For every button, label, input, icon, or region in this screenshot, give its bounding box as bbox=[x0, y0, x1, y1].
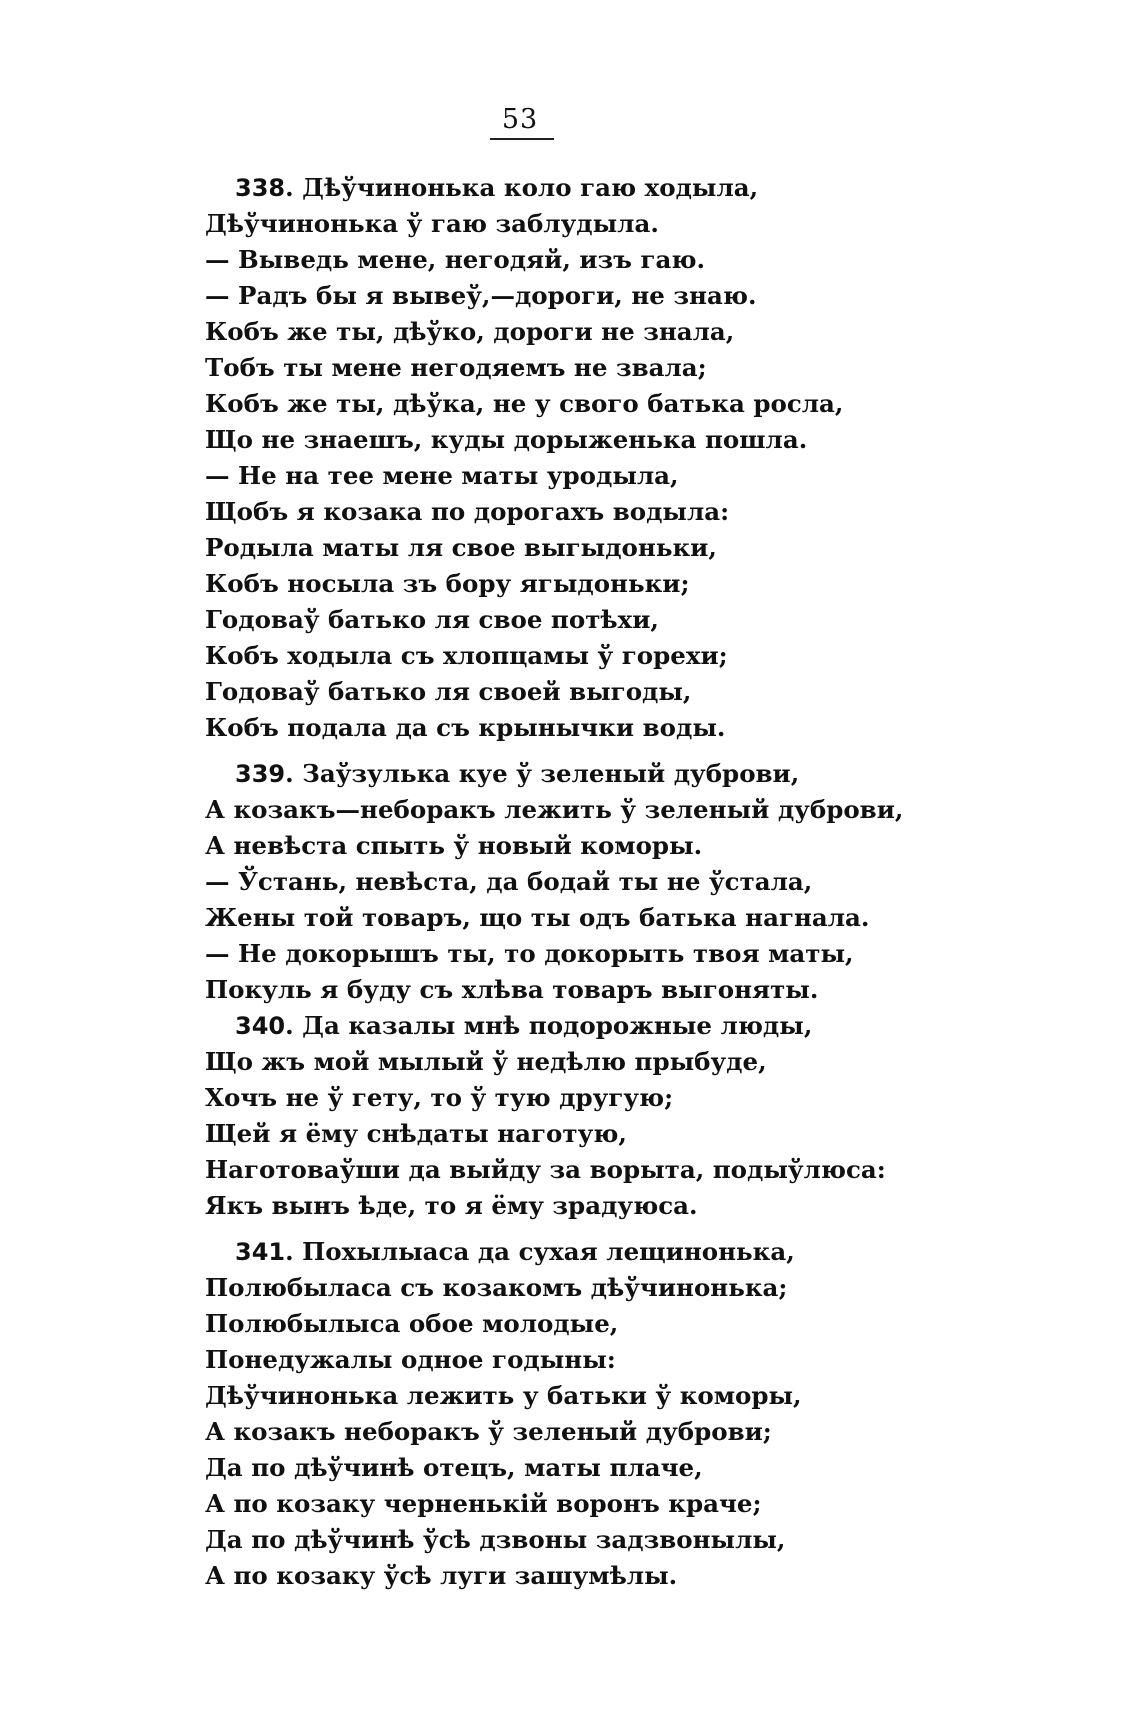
poem-line bbox=[205, 1342, 1105, 1378]
poem-line-text: Наготоваўши да выйду за ворыта, подыўлюса: bbox=[205, 1155, 886, 1184]
poem-line bbox=[205, 422, 1105, 458]
poem-338 bbox=[205, 170, 1105, 746]
poem-line bbox=[205, 828, 1105, 864]
poem-line bbox=[205, 1522, 1105, 1558]
poem-line bbox=[205, 674, 1105, 710]
poem-line-text: Щобъ я козака по дорогахъ водыла: bbox=[205, 497, 730, 526]
poem-line bbox=[205, 864, 1105, 900]
poem-line bbox=[205, 566, 1105, 602]
poem-line bbox=[205, 792, 1105, 828]
poem-line-text: Щей я ёму снѣдаты наготую, bbox=[205, 1119, 627, 1148]
poem-line-text: Похылыаса да сухая лещинонька, bbox=[302, 1237, 795, 1266]
poem-line bbox=[205, 1414, 1105, 1450]
poem-number: 338 bbox=[235, 174, 286, 202]
poem-line bbox=[205, 386, 1105, 422]
poem-340 bbox=[205, 1008, 1105, 1224]
poem-line-text: — Радъ бы я вывеў,—дороги, не знаю. bbox=[205, 281, 757, 310]
poem-line-text: Що жъ мой мылый ў недѣлю прыбуде, bbox=[205, 1047, 767, 1076]
poem-line bbox=[205, 1306, 1105, 1342]
poem-line-text: Да по дѣўчинѣ отецъ, маты плаче, bbox=[205, 1453, 703, 1482]
poem-line-text: — Выведь мене, негодяй, изъ гаю. bbox=[205, 245, 706, 274]
poem-line bbox=[205, 1270, 1105, 1306]
poem-line-text: Понедужалы одное годыны: bbox=[205, 1345, 616, 1374]
poem-number-separator: . bbox=[285, 1237, 303, 1266]
poem-line-text: А козакъ неборакъ ў зеленый дуброви; bbox=[205, 1417, 772, 1446]
poem-line bbox=[205, 1188, 1105, 1224]
poem-line bbox=[205, 710, 1105, 746]
poem-line-text: А невѣста спыть ў новый коморы. bbox=[205, 831, 703, 860]
poem-line bbox=[205, 1044, 1105, 1080]
poem-line-text: Що не знаешъ, куды дорыженька пошла. bbox=[205, 425, 808, 454]
poem-line bbox=[205, 206, 1105, 242]
poem-line-text: Жены той товаръ, що ты одъ батька нагнала. bbox=[205, 903, 870, 932]
poem-line bbox=[205, 530, 1105, 566]
poem-line-text: Родыла маты ля свое выгыдоньки, bbox=[205, 533, 717, 562]
poem-line bbox=[205, 1450, 1105, 1486]
poem-number-separator: . bbox=[285, 759, 303, 788]
poem-line-text: Да по дѣўчинѣ ўсѣ дзвоны задзвонылы, bbox=[205, 1525, 786, 1554]
page-number: 53 bbox=[501, 104, 539, 135]
poem-line-text: Кобъ носыла зъ бору ягыдоньки; bbox=[205, 569, 690, 598]
poem-339 bbox=[205, 756, 1105, 1008]
poem-line-text: Годоваў батько ля свое потѣхи, bbox=[205, 605, 659, 634]
poem-line-text: Заўзулька куе ў зеленый дуброви, bbox=[302, 759, 800, 788]
poem-line-text: Дѣўчинонька лежить у батьки ў коморы, bbox=[205, 1381, 802, 1410]
poem-line-text: Якъ вынъ ѣде, то я ёму зрадуюса. bbox=[205, 1191, 698, 1220]
poem-line-text: — Ўстань, невѣста, да бодай ты не ўстала, bbox=[205, 867, 813, 896]
poem-line-text: Хочъ не ў гету, то ў тую другую; bbox=[205, 1083, 674, 1112]
poem-line bbox=[205, 1486, 1105, 1522]
poem-line-text: Полюбылаcа съ козакомъ дѣўчинонька; bbox=[205, 1273, 788, 1302]
poem-line-text: Покуль я буду съ хлѣва товаръ выгоняты. bbox=[205, 975, 819, 1004]
poem-number-separator: . bbox=[285, 173, 303, 202]
poem-line bbox=[205, 1152, 1105, 1188]
poem-line bbox=[205, 638, 1105, 674]
poem-line bbox=[205, 972, 1105, 1008]
poem-line-text: Дѣўчинонька коло гаю ходыла, bbox=[302, 173, 759, 202]
poem-collection bbox=[205, 170, 1105, 1594]
poem-line bbox=[205, 1008, 1105, 1044]
poem-line-text: А по козаку ўсѣ луги зашумѣлы. bbox=[205, 1561, 678, 1590]
poem-line bbox=[205, 936, 1105, 972]
poem-line bbox=[205, 494, 1105, 530]
poem-line bbox=[205, 1234, 1105, 1270]
poem-line-text: Кобъ же ты, дѣўко, дороги не знала, bbox=[205, 317, 735, 346]
poem-line bbox=[205, 1558, 1105, 1594]
poem-line-text: — Не докорышъ ты, то докорыть твоя маты, bbox=[205, 939, 854, 968]
poem-line bbox=[205, 1080, 1105, 1116]
poem-line bbox=[205, 602, 1105, 638]
poem-line bbox=[205, 278, 1105, 314]
poem-line-text: А козакъ—неборакъ лежить ў зеленый дуброви, bbox=[205, 795, 904, 824]
poem-number: 339 bbox=[235, 760, 286, 788]
poem-line-text: Тобъ ты мене негодяемъ не звала; bbox=[205, 353, 707, 382]
poem-line bbox=[205, 1378, 1105, 1414]
poem-line-text: Полюбылыса обое молодые, bbox=[205, 1309, 619, 1338]
poem-line bbox=[205, 458, 1105, 494]
page-number-rule bbox=[490, 138, 554, 140]
poem-line-text: Кобъ ходыла съ хлопцамы ў горехи; bbox=[205, 641, 728, 670]
poem-line bbox=[205, 314, 1105, 350]
poem-number: 340 bbox=[235, 1012, 286, 1040]
poem-line bbox=[205, 900, 1105, 936]
poem-line-text: Дѣўчинонька ў гаю заблудыла. bbox=[205, 209, 659, 238]
poem-line bbox=[205, 756, 1105, 792]
poem-line-text: Кобъ подала да съ крынычки воды. bbox=[205, 713, 726, 742]
poem-number-separator: . bbox=[285, 1011, 303, 1040]
poem-line-text: Да казалы мнѣ подорожные люды, bbox=[302, 1011, 813, 1040]
poem-line bbox=[205, 242, 1105, 278]
poem-341 bbox=[205, 1234, 1105, 1594]
poem-line-text: — Не на тее мене маты уродыла, bbox=[205, 461, 679, 490]
poem-line-text: Кобъ же ты, дѣўка, не у свого батька росла, bbox=[205, 389, 844, 418]
poem-line bbox=[205, 350, 1105, 386]
poem-line bbox=[205, 1116, 1105, 1152]
poem-line bbox=[205, 170, 1105, 206]
poem-number: 341 bbox=[235, 1238, 286, 1266]
poem-line-text: А по козаку черненькій воронъ краче; bbox=[205, 1489, 762, 1518]
poem-line-text: Годоваў батько ля своей выгоды, bbox=[205, 677, 692, 706]
